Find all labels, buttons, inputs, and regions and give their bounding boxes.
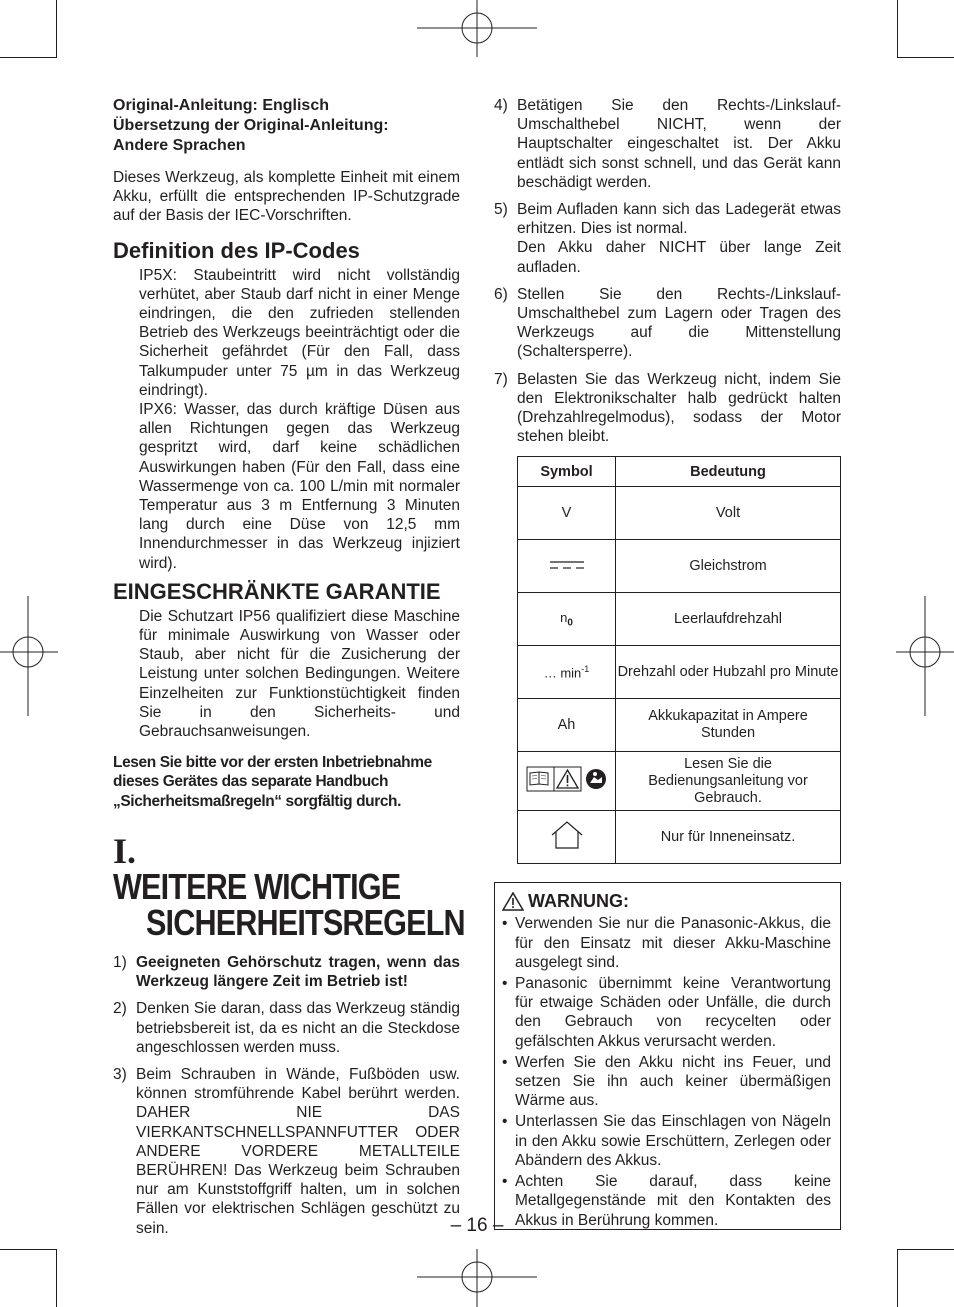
table-row: Lesen Sie die Bedienungsanleitung vor Gebrauch. — [518, 752, 841, 811]
crop-mark — [897, 57, 954, 58]
warning-bullet: • Verwenden Sie nur die Panasonic-Akkus, die für den Einsatz mit dieser Akku-Maschine ausgelegt sind. — [502, 915, 831, 971]
symbol-column-header: Symbol — [518, 457, 616, 487]
warning-triangle-icon — [502, 892, 524, 911]
section-title: I. WEITERE WICHTIGE SICHERHEITSREGELN — [113, 830, 465, 943]
language-header: Original-Anleitung: Englisch Übersetzung der Original-Anleitung: Andere Sprachen — [113, 97, 389, 154]
warranty-paragraph: Die Schutzart IP56 qualifiziert diese Maschine für minimale Auswirkung von Wasser oder Staub, aber nicht für die Zusicherung der Leistung unter solchen Bedingungen. Weitere Einzelheiten zur Funktionstüchtigkeit finden Sie in den Sicherheits- und Gebrauchsanweisungen. — [139, 607, 460, 741]
crop-mark — [56, 1249, 57, 1307]
warning-bullet: • Werfen Sie den Akku nicht ins Feuer, und setzen Sie ihn auch keiner übermäßigen Wärme aus. — [502, 1053, 831, 1110]
crop-mark — [56, 0, 57, 58]
warning-bullet: • Unterlassen Sie das Einschlagen von Nägeln in den Akku sowie Erschüttern, Zerlegen oder Abändern des Akkus. — [502, 1113, 831, 1169]
list-item: 1) Geeigneten Gehörschutz tragen, wenn das Werkzeug längere Zeit im Betrieb ist! — [113, 953, 460, 991]
crop-mark — [897, 1249, 954, 1250]
read-instructions-icon — [586, 769, 606, 789]
warning-header: WARNUNG: — [502, 891, 831, 912]
crop-mark — [0, 1249, 57, 1250]
list-item: 5) Beim Aufladen kann sich das Ladegerät etwas erhitzen. Dies ist normal. Den Akku daher NICHT über lange Zeit aufladen. — [494, 201, 841, 276]
crop-mark — [897, 1249, 898, 1307]
ip-codes-heading: Definition des IP-Codes — [113, 237, 360, 263]
table-row: Ah Akkukapazitat in Ampere Stunden — [518, 699, 841, 752]
ip5x-paragraph: IP5X: Staubeintritt wird nicht vollständig verhütet, aber Staub darf nicht in einer Menge eindringen, die den zufrieden stellenden Betrieb des Werkzeugs beeinträchtigt oder die Sicherheit gefährdet (Für den Fall, dass Talkumpuder unter 75 µm in das Werkzeug eindringt). — [139, 266, 460, 399]
registration-mark-icon — [417, 1249, 537, 1307]
registration-mark-icon — [0, 596, 58, 716]
house-icon — [550, 820, 584, 850]
table-row: Gleichstrom — [518, 540, 841, 593]
intro-paragraph: Dieses Werkzeug, als komplette Einheit mit einem Akku, erfüllt die entsprechenden IP-Schutzgrade auf der Basis der IEC-Vorschriften. — [113, 169, 460, 225]
list-item: 4) Betätigen Sie den Rechts-/Linkslauf-Umschalthebel NICHT, wenn der Hauptschalter eingeschaltet ist. Der Akku entlädt sich sonst schnell, und das Gerät kann beschädigt werden. — [494, 97, 841, 191]
table-row: … $\min^{-1}$ Drehzahl oder Hubzahl pro Minute — [518, 646, 841, 699]
right-column — [494, 96, 841, 1230]
table-row: Nur für Inneneinsatz. — [518, 811, 841, 864]
meaning-column-header: Bedeutung — [616, 457, 841, 487]
read-manual-note: Lesen Sie bitte vor der ersten Inbetriebnahme dieses Gerätes das separate Handbuch „Sicherheitsmaßregeln“ sorgfältig durch. — [113, 754, 432, 810]
read-manual-icons — [526, 765, 608, 793]
left-column — [113, 96, 465, 1238]
section-title-line-2: SICHERHEITSREGELN — [146, 901, 465, 943]
registration-mark-icon — [896, 596, 954, 716]
ipx6-paragraph: IPX6: Wasser, das durch kräftige Düsen aus allen Richtungen gegen das Werkzeug gespritzt wird, darf keine schädlichen Auswirkungen haben (Für den Fall, dass eine Wassermenge von ca. 100 L/min mit normaler Temperatur aus 3 m Entfernung 3 Minuten lang durch eine Düse von 12,5 mm Innendurchmesser in das Werkzeug injiziert wird). — [139, 401, 460, 572]
warning-triangle-icon — [557, 770, 578, 788]
warning-bullet: • Panasonic übernimmt keine Verantwortung für etwaige Schäden oder Unfälle, die durch den Gebrauch von recycelten oder gefälschten Akkus verursacht werden. — [502, 975, 831, 1050]
registration-mark-icon — [417, 0, 537, 60]
symbol-table — [517, 456, 841, 864]
section-title-line-1: WEITERE WICHTIGE — [113, 865, 401, 907]
crop-mark — [897, 0, 898, 58]
list-item: 3) Beim Schrauben in Wände, Fußböden usw. können stromführende Kabel berührt werden. DAHER NIE DAS VIERKANTSCHNELLSPANNFUTTER ODER ANDERE VORDERE METALLTEILE BERÜHREN! Das Werkzeug beim Schrauben nur am Kunststoffgriff halten, um in solchen Fällen vor elektrischen Schlägen geschützt zu sein. — [113, 1065, 460, 1237]
warranty-heading: EINGESCHRÄNKTE GARANTIE — [113, 578, 441, 604]
dc-icon — [549, 560, 585, 570]
page-number: – 16 – — [450, 1215, 504, 1236]
warning-bullet: • Achten Sie darauf, dass keine Metallgegenstände mit den Kontakten des Akkus in Berührung kommen. — [502, 1173, 831, 1229]
crop-mark — [0, 57, 57, 58]
table-row: V Volt — [518, 487, 841, 540]
table-header-row — [518, 457, 841, 487]
table-row: $n_0$ Leerlaufdrehzahl — [518, 593, 841, 646]
warning-box — [494, 882, 841, 1230]
book-icon — [530, 772, 548, 785]
list-item: 2) Denken Sie daran, dass das Werkzeug ständig betriebsbereit ist, da es nicht an die Steckdose angeschlossen werden muss. — [113, 1000, 460, 1056]
list-item: 6) Stellen Sie den Rechts-/Linkslauf-Umschalthebel zum Lagern oder Tragen des Werkzeugs auf die Mittenstellung (Schaltersperre). — [494, 285, 841, 361]
list-item: 7) Belasten Sie das Werkzeug nicht, indem Sie den Elektronikschalter halb gedrückt halten (Drehzahlregelmodus), sodass der Motor stehen bleibt. — [494, 370, 841, 446]
